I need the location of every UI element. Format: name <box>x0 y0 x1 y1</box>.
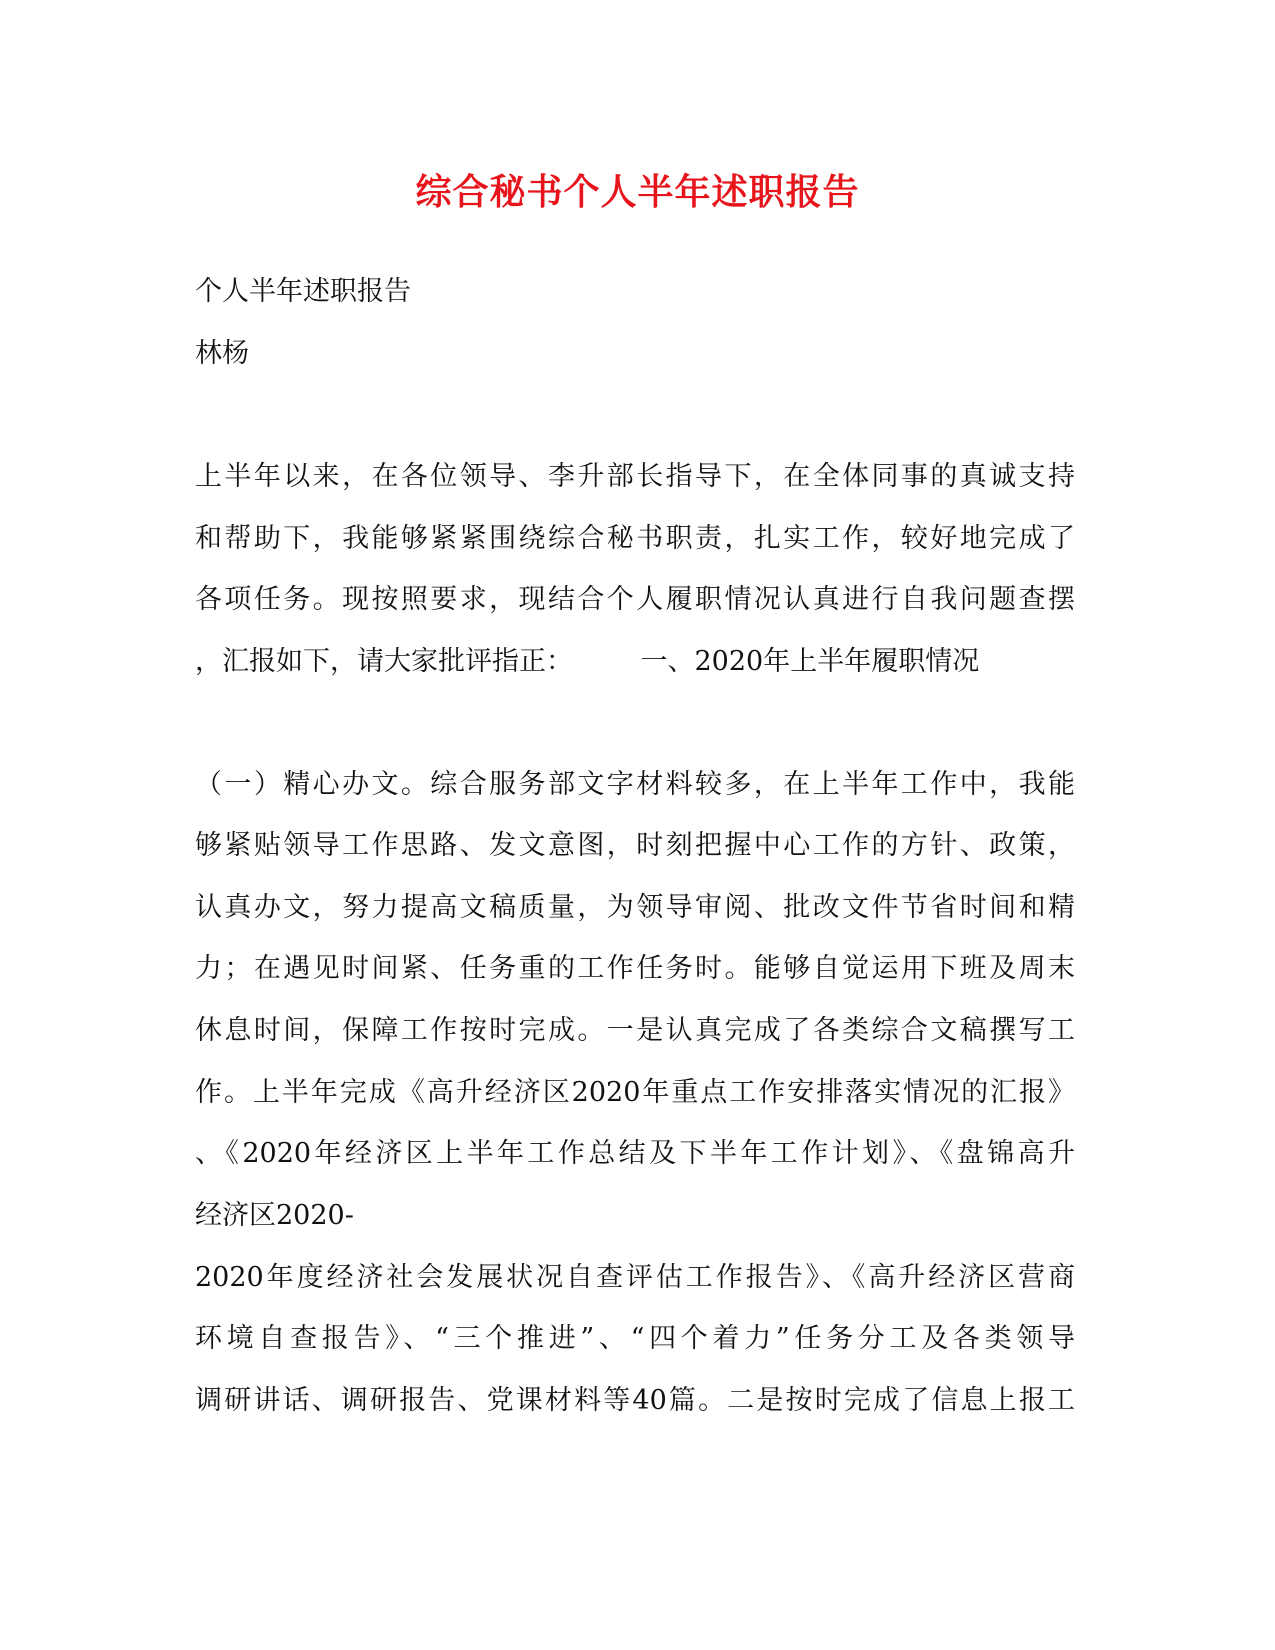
paragraph-line: 调研讲话、调研报告、党课材料等40篇。二是按时完成了信息上报工 <box>195 1385 1075 1416</box>
document-title: 综合秘书个人半年述职报告 <box>415 171 860 213</box>
document-subtitle: 个人半年述职报告 <box>195 276 411 307</box>
paragraph-line: 力；在遇见时间紧、任务重的工作任务时。能够自觉运用下班及周末 <box>195 953 1075 984</box>
paragraph-line: （一）精心办文。综合服务部文字材料较多，在上半年工作中，我能 <box>195 769 1075 800</box>
paragraph-line: 休息时间，保障工作按时完成。一是认真完成了各类综合文稿撰写工 <box>195 1015 1075 1046</box>
document-author: 林杨 <box>195 338 249 369</box>
paragraph-line: ，汇报如下，请大家批评指正： 一、2020年上半年履职情况 <box>195 646 980 677</box>
paragraph-line: 、《2020年经济区上半年工作总结及下半年工作计划》、《盘锦高升 <box>195 1138 1075 1169</box>
paragraph-line: 上半年以来，在各位领导、李升部长指导下，在全体同事的真诚支持 <box>195 461 1075 492</box>
paragraph-line: 经济区2020- <box>195 1200 354 1231</box>
paragraph-line: 和帮助下，我能够紧紧围绕综合秘书职责，扎实工作，较好地完成了 <box>195 523 1075 554</box>
paragraph-line: 2020年度经济社会发展状况自查评估工作报告》、《高升经济区营商 <box>195 1262 1075 1293</box>
paragraph-line: 作。上半年完成《高升经济区2020年重点工作安排落实情况的汇报》 <box>195 1077 1075 1108</box>
paragraph-line: 认真办文，努力提高文稿质量，为领导审阅、批改文件节省时间和精 <box>195 892 1075 923</box>
paragraph-line: 够紧贴领导工作思路、发文意图，时刻把握中心工作的方针、政策， <box>195 830 1075 861</box>
paragraph-line: 环境自查报告》、“三个推进”、“四个着力”任务分工及各类领导 <box>195 1323 1075 1354</box>
paragraph-line: 各项任务。现按照要求，现结合个人履职情况认真进行自我问题查摆 <box>195 584 1075 615</box>
